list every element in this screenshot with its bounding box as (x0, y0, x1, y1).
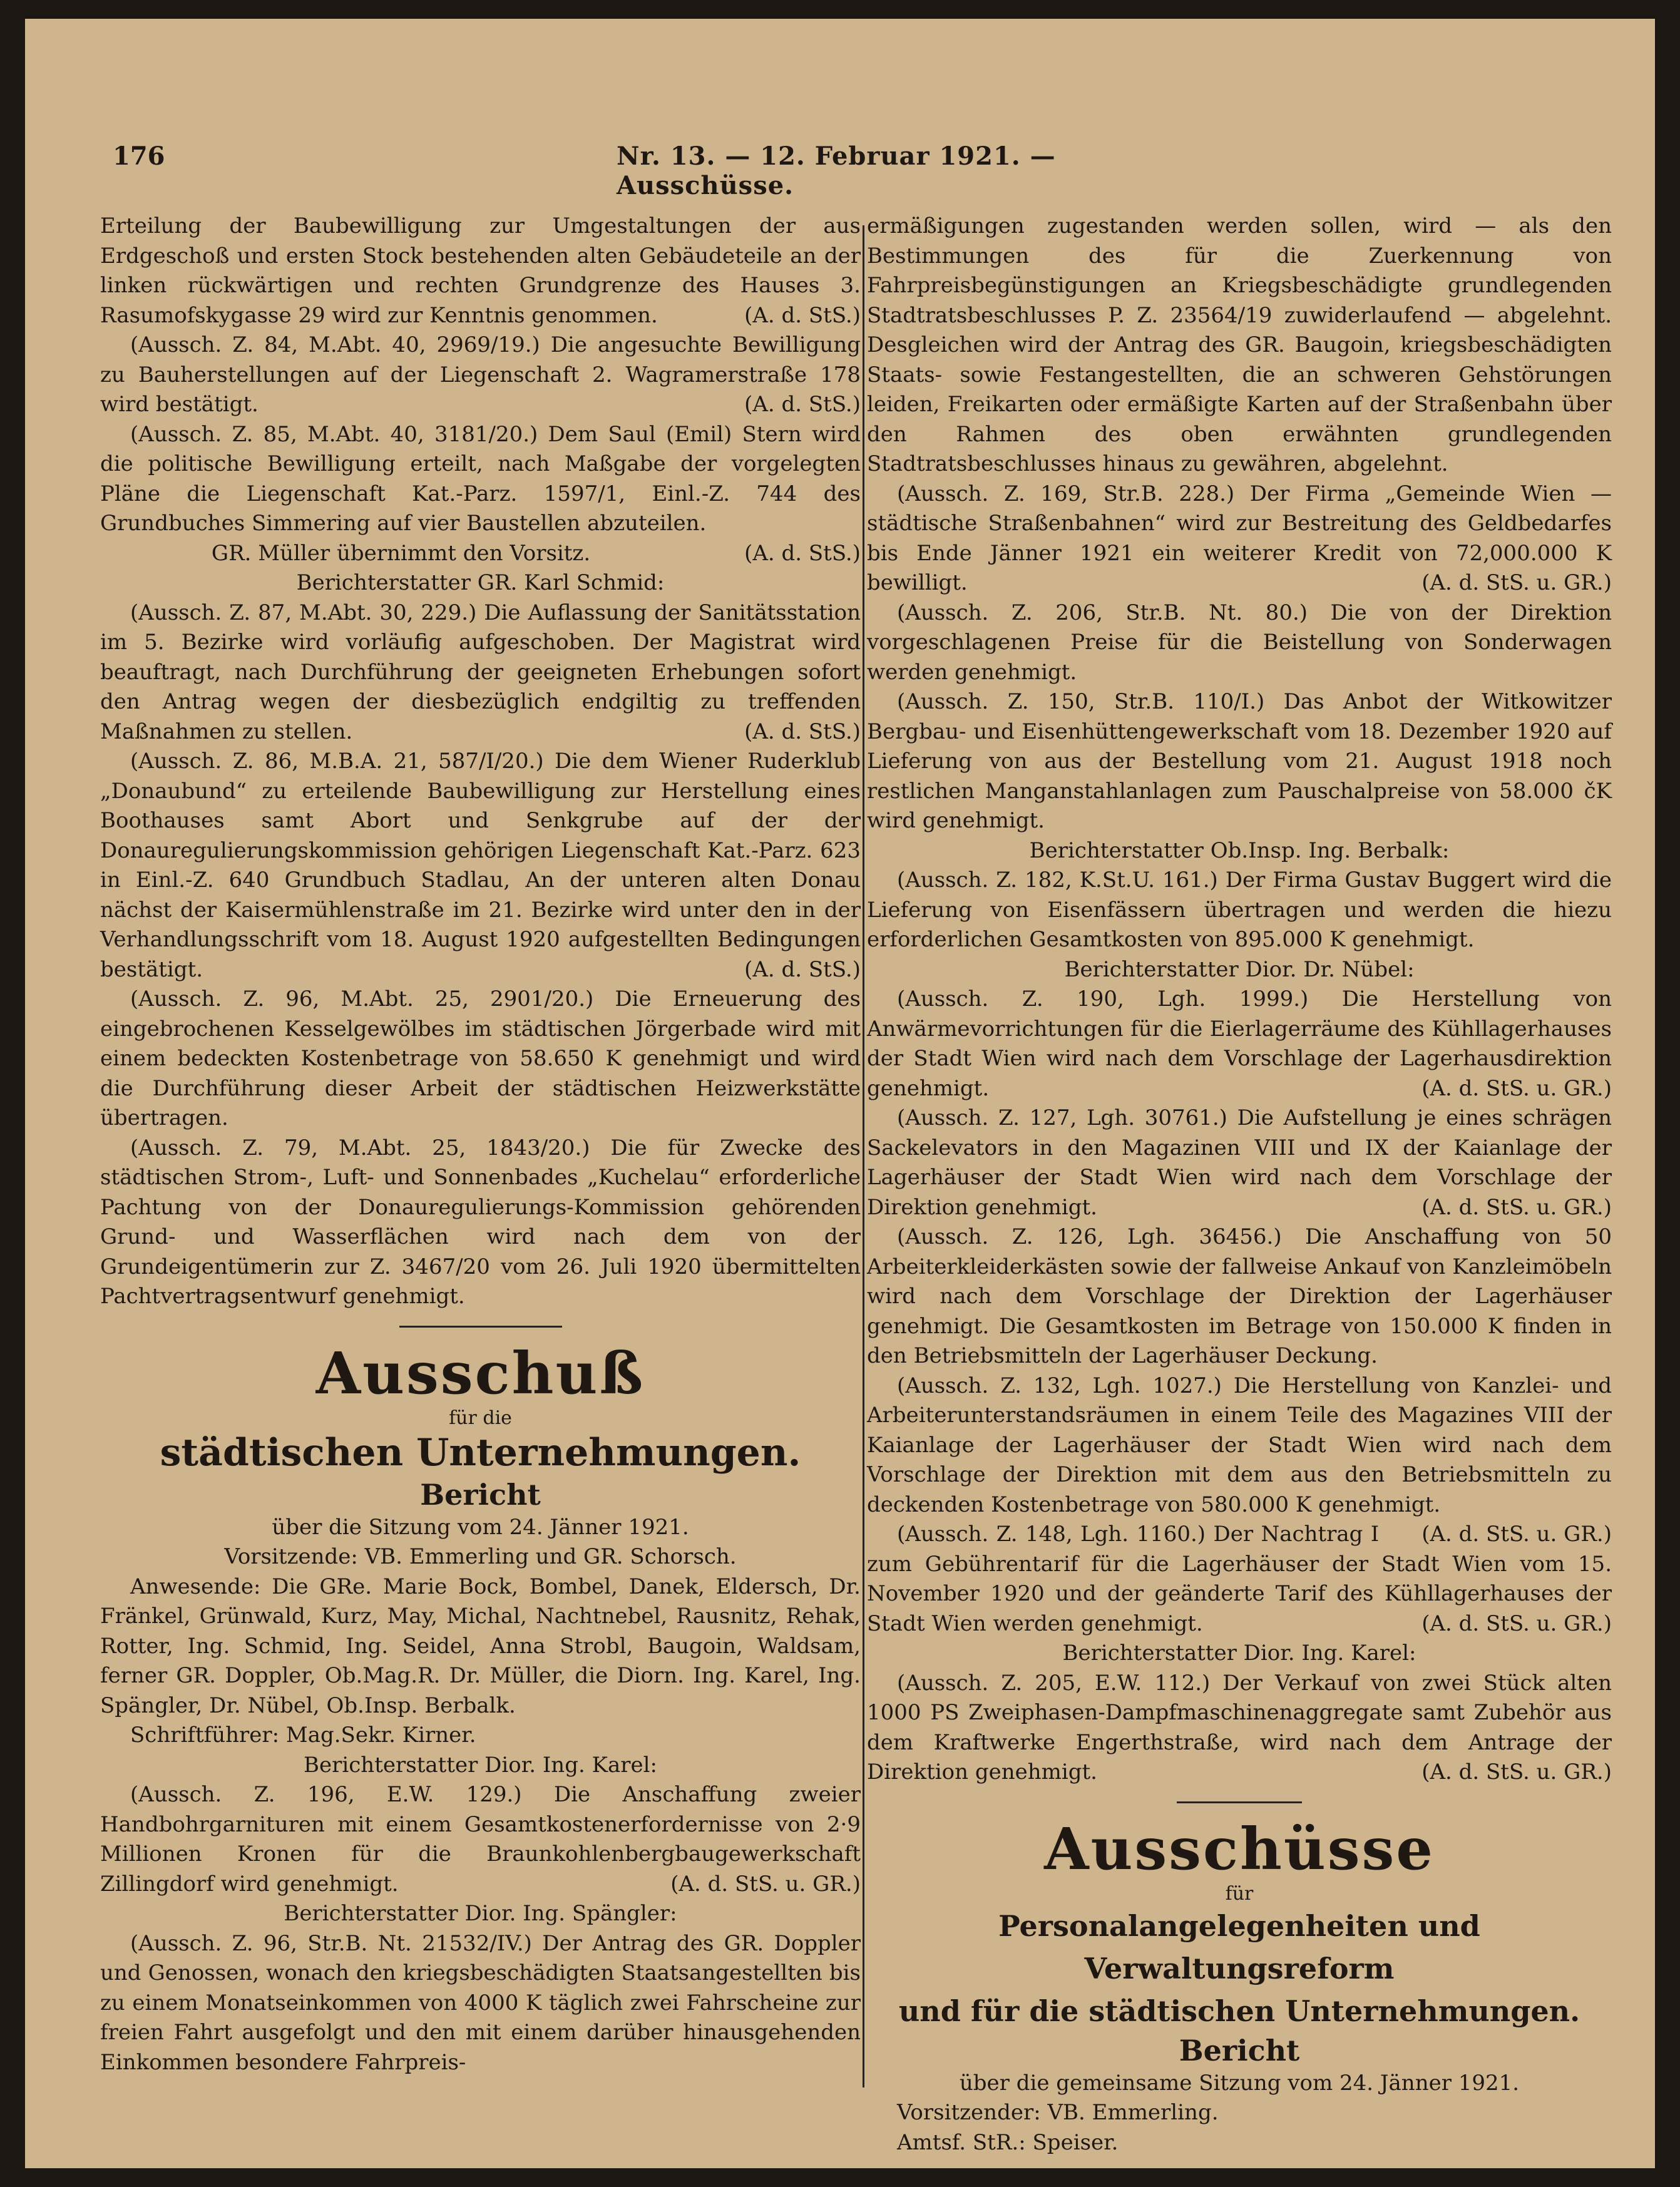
agenda-item (100, 1134, 861, 1312)
agenda-item (100, 747, 861, 985)
section-subtitle-line1: Personalangelegenheiten und Verwaltungsreform (998, 1908, 1480, 1985)
column-divider (863, 225, 864, 2087)
agenda-item-text: (Aussch. Z. 190, Lgh. 1999.) Die Herstellung von Anwärmevorrichtungen für die Eierlagerräume des Kühllagerhauses der Stadt Wien wird nach dem Vorschlage der Lagerhausdirektion genehmigt. (867, 986, 1612, 1101)
left-intro-paragraph: Erteilung der Baubewilligung zur Umgestaltungen der aus Erdgeschoß und ersten Stock bestehenden alten Gebäudeteile an der linken rückwärtigen und rechten Grundgrenze des Hauses 3. Rasumofskygasse 29 wird zur Kenntnis genommen. (A. d. StS.) (100, 212, 861, 330)
secretary-line: Schriftführer: Mag.Sekr. Kirner. (130, 1723, 476, 1748)
agenda-item (867, 598, 1612, 688)
agenda-item (867, 1371, 1612, 1547)
newspaper-page (25, 19, 1655, 2168)
ref-note: (A. d. StS.) (744, 956, 861, 982)
speaker-heading: Berichterstatter Dior. Ing. Spängler: (284, 1901, 677, 1926)
page-header-title: Nr. 13. — 12. Februar 1921. — Ausschüsse. (617, 141, 1056, 200)
agenda-item (867, 687, 1612, 836)
agenda-item-text: (Aussch. Z. 196, E.W. 129.) Die Anschaffung zweier Handbohrgarnituren mit einem Gesamtkostenerfordernisse von 2·9 Millionen Kronen für die Braunkohlenbergbaugewerkschaft Zillingdorf wird genehmigt. (100, 1782, 861, 1897)
agenda-item-text: (Aussch. Z. 96, M.Abt. 25, 2901/20.) Die Erneuerung des eingebrochenen Kesselgewölbes im städtischen Jörgerbade wird mit einem bedeckten Kostenbetrage von 58.650 K genehmigt und wird die Durchführung dieser Arbeit der städtischen Heizwerkstätte übertragen. (100, 986, 861, 1130)
agenda-item-text: (Aussch. Z. 169, Str.B. 228.) Der Firma „Gemeinde Wien — städtische Straßenbahnen“ wird zur Bestreitung des Geldbedarfes bis Ende Jänner 1921 ein weiterer Kredit von 72,000.000 K bewilligt. (867, 481, 1612, 595)
ref-note: (A. d. StS. u. GR.) (1421, 1522, 1612, 1547)
agenda-item (100, 1780, 861, 1899)
ref-note: (A. d. StS. u. GR.) (1421, 1611, 1612, 1636)
ref-note: (A. d. StS. u. GR.) (1421, 1759, 1612, 1785)
left-items-d (100, 1929, 861, 2078)
agenda-item-text: (Aussch. Z. 85, M.Abt. 40, 3181/20.) Dem Saul (Emil) Stern wird die politische Bewilligung erteilt, nach Maßgabe der vorgelegten Pläne die Liegenschaft Kat.-Parz. 1597/1, Einl.-Z. 744 des Grundbuches Simmering auf vier Baustellen abzuteilen. (100, 421, 861, 536)
section-subtitle-line2: und für die städtischen Unternehmungen. (898, 1994, 1580, 2028)
agenda-item-text: (Aussch. Z. 79, M.Abt. 25, 1843/20.) Die für Zwecke des städtischen Strom-, Luft- und Sonnenbades „Kuchelau“ erforderliche Pachtung von der Donauregulierungs-Kommission gehörenden Grund- und Wasserflächen wird nach dem von der Grundeigentümerin zur Z. 3467/20 vom 26. Juli 1920 übermittelten Pachtvertragsentwurf genehmigt. (100, 1135, 861, 1309)
ref-note: (A. d. StS.) (744, 540, 861, 566)
agenda-item (867, 1104, 1612, 1222)
agenda-item-text: (Aussch. Z. 126, Lgh. 36456.) Die Anschaffung von 50 Arbeiterkleiderkästen sowie der fallweise Ankauf von Kanzleimöbeln wird nach dem Vorschlage der Direktion der Lagerhäuser genehmigt. Die Gesamtkosten im Betrage von 150.000 K finden in den Betriebsmitteln der Lagerhäuser Deckung. (867, 1224, 1612, 1368)
agenda-item-text: (Aussch. Z. 132, Lgh. 1027.) Die Herstellung von Kanzlei- und Arbeiterunterstandsräumen in einem Teile des Magazines VIII der Kaianlage der Lagerhäuser der Stadt Wien wird nach dem Vorschlage der Direktion mit dem aus den Betriebsmitteln zu deckenden Kostenbetrage von 580.000 K genehmigt. (867, 1373, 1612, 1517)
section-title: Ausschuß (315, 1339, 645, 1407)
agenda-item (100, 598, 861, 747)
session-date: über die Sitzung vom 24. Jänner 1921. (272, 1514, 689, 1540)
section-for-the: für die (449, 1406, 512, 1429)
agenda-item (867, 1222, 1612, 1371)
ref-note: (A. d. StS.) (744, 302, 861, 328)
ref-note: (A. d. StS. u. GR.) (1421, 570, 1612, 595)
ref-note: (A. d. StS. u. GR.) (670, 1871, 861, 1897)
chair-change-note: GR. Müller übernimmt den Vorsitz. (211, 540, 591, 566)
ref-note: (A. d. StS.) (744, 719, 861, 744)
speaker-heading: Berichterstatter GR. Karl Schmid: (296, 570, 665, 595)
agenda-item-text: (Aussch. Z. 206, Str.B. Nt. 80.) Die von der Direktion vorgeschlagenen Preise für die Beistellung von Sonderwagen werden genehmigt. (867, 600, 1612, 685)
agenda-item (867, 479, 1612, 598)
speaker-heading: Berichterstatter Dior. Dr. Nübel: (1064, 956, 1415, 982)
agenda-item-text: (Aussch. Z. 86, M.B.A. 21, 587/I/20.) Die dem Wiener Ruderklub „Donaubund“ zu erteilende Baubewilligung zur Herstellung eines Boothauses samt Abort und Senkgrube auf der der Donauregulierungskommission gehörigen Liegenschaft Kat.-Parz. 623 in Einl.-Z. 640 Grundbuch Stadlau, An der unteren alten Donau nächst der Kaisermühlenstraße im 21. Bezirke wird unter den in der Verhandlungsschrift vom 18. August 1920 aufgestellten Bedingungen bestätigt. (100, 749, 861, 982)
agenda-item-text: (Aussch. Z. 205, E.W. 112.) Der Verkauf von zwei Stück alten 1000 PS Zweiphasen-Dampfmaschinenaggregate samt Zubehör aus dem Kraftwerke Engerthstraße, wird nach dem Antrage der Direktion genehmigt. (867, 1670, 1612, 1785)
agenda-item-text: (Aussch. Z. 182, K.St.U. 161.) Der Firma Gustav Buggert wird die Lieferung von Eisenfässern übertragen und werden die hiezu erforderlichen Gesamtkosten von 895.000 K genehmigt. (867, 868, 1612, 952)
agenda-item (100, 985, 861, 1134)
right-items-a (867, 479, 1612, 836)
agenda-item-text: (Aussch. Z. 150, Str.B. 110/I.) Das Anbot der Witkowitzer Bergbau- und Eisenhüttengewerkschaft vom 18. Dezember 1920 auf Lieferung von aus der Bestellung vom 21. August 1918 noch restlichen Manganstahlanlagen zum Pauschalpreise von 58.000 čK wird genehmigt. (867, 689, 1612, 833)
ref-note: (A. d. StS.) (744, 392, 861, 417)
ref-note: (A. d. StS. u. GR.) (1421, 1075, 1612, 1101)
agenda-item (867, 1669, 1612, 1788)
attendees-line: Anwesende: Die GRe. Marie Bock, Bombel, Danek, Eldersch, Dr. Fränkel, Grünwald, Kurz, May, Michal, Nachtnebel, Rausnitz, Rehak, Rotter, Ing. Schmid, Ing. Seidel, Anna Strobl, Baugoin, Waldsam, ferner GR. Doppler, Ob.Mag.R. Dr. Müller, die Diorn. Ing. Karel, Ing. Spängler, Dr. Nübel, Ob.Insp. Berbalk. (100, 1574, 861, 1718)
left-items-c (100, 1780, 861, 1899)
right-column (867, 212, 1612, 2158)
agenda-item (867, 985, 1612, 1104)
session-date: über die gemeinsame Sitzung vom 24. Jänner 1921. (959, 2070, 1520, 2096)
ref-note: (A. d. StS. u. GR.) (1421, 1194, 1612, 1220)
section-title: Ausschüsse (1044, 1815, 1435, 1883)
agenda-item-text: (Aussch. Z. 96, Str.B. Nt. 21532/IV.) Der Antrag des GR. Doppler und Genossen, wonach den kriegsbeschädigten Staatsangestellten bis zu einem Monatseinkommen von 4000 K täglich zwei Fahrscheine zur freien Fahrt ausgefolgt und den mit einem darüber hinausgehenden Einkommen besondere Fahrpreis- (100, 1930, 861, 2075)
section-subtitle: städtischen Unternehmungen. (160, 1430, 801, 1475)
chair-line: Vorsitzende: VB. Emmerling und GR. Schorsch. (224, 1544, 737, 1569)
agenda-item-text: (Aussch. Z. 87, M.Abt. 30, 229.) Die Auflassung der Sanitätsstation im 5. Bezirke wird vorläufig aufgeschoben. Der Magistrat wird beauftragt, nach Durchführung der geeigneten Erhebungen sofort den Antrag wegen der diesbezüglich endgiltig zu treffenden Maßnahmen zu stellen. (100, 600, 861, 744)
agenda-item-text: (Aussch. Z. 127, Lgh. 30761.) Die Aufstellung je eines schrägen Sackelevators in den Magazinen VIII und IX der Kaianlage der Lagerhäuser der Stadt Wien wird nach dem Vorschlage der Direktion genehmigt. (867, 1105, 1612, 1220)
section-for-the: für (1225, 1882, 1254, 1905)
right-items-d (867, 1669, 1612, 1788)
right-items-c (867, 985, 1612, 1639)
right-items-b (867, 866, 1612, 955)
agenda-item-text: (Aussch. Z. 148, Lgh. 1160.) Der Nachtrag I zum Gebührentarif für die Lagerhäuser der Stadt Wien vom 15. November 1920 und der geänderte Tarif des Kühllagerhauses der Stadt Wien werden genehmigt. (867, 1522, 1612, 1636)
left-items-b (100, 598, 861, 1312)
speaker-heading: Berichterstatter Ob.Insp. Ing. Berbalk: (1029, 837, 1450, 863)
page-header (113, 141, 1145, 200)
agenda-item-text: (Aussch. Z. 84, M.Abt. 40, 2969/19.) Die angesuchte Bewilligung zu Bauherstellungen auf der Liegenschaft 2. Wagramerstraße 178 wird bestätigt. (100, 332, 861, 417)
left-column (100, 212, 861, 2077)
speaker-heading: Berichterstatter Dior. Ing. Karel: (304, 1752, 657, 1778)
agenda-item (100, 1929, 861, 2078)
agenda-item (100, 330, 861, 420)
speaker-heading: Berichterstatter Dior. Ing. Karel: (1062, 1641, 1416, 1666)
right-continuation-paragraph: ermäßigungen zugestanden werden sollen, wird — als den Bestimmungen des für die Zuerkennung von Fahrpreisbegünstigungen an Kriegsbeschädigte grundlegenden Stadtratsbeschlusses P. Z. 23564/19 zuwiderlaufend — abgelehnt. Desgleichen wird der Antrag des GR. Baugoin, kriegsbeschädigten Staats- sowie Festangestellten, die an schweren Gehstörungen leiden, Freikarten oder ermäßigte Karten auf der Straßenbahn über den Rahmen des oben erwähnten grundlegenden Stadtratsbeschlusses hinaus zu gewähren, abgelehnt. (867, 213, 1612, 476)
section-rule (1177, 1801, 1302, 1803)
agenda-item (867, 866, 1612, 955)
official-line: Amtsf. StR.: Speiser. (897, 2129, 1119, 2155)
report-heading: Bericht (1179, 2033, 1300, 2067)
section-rule (399, 1326, 562, 1328)
page-number: 176 (113, 141, 165, 171)
chair-line: Vorsitzender: VB. Emmerling. (897, 2100, 1219, 2125)
report-heading: Bericht (420, 1477, 541, 1512)
